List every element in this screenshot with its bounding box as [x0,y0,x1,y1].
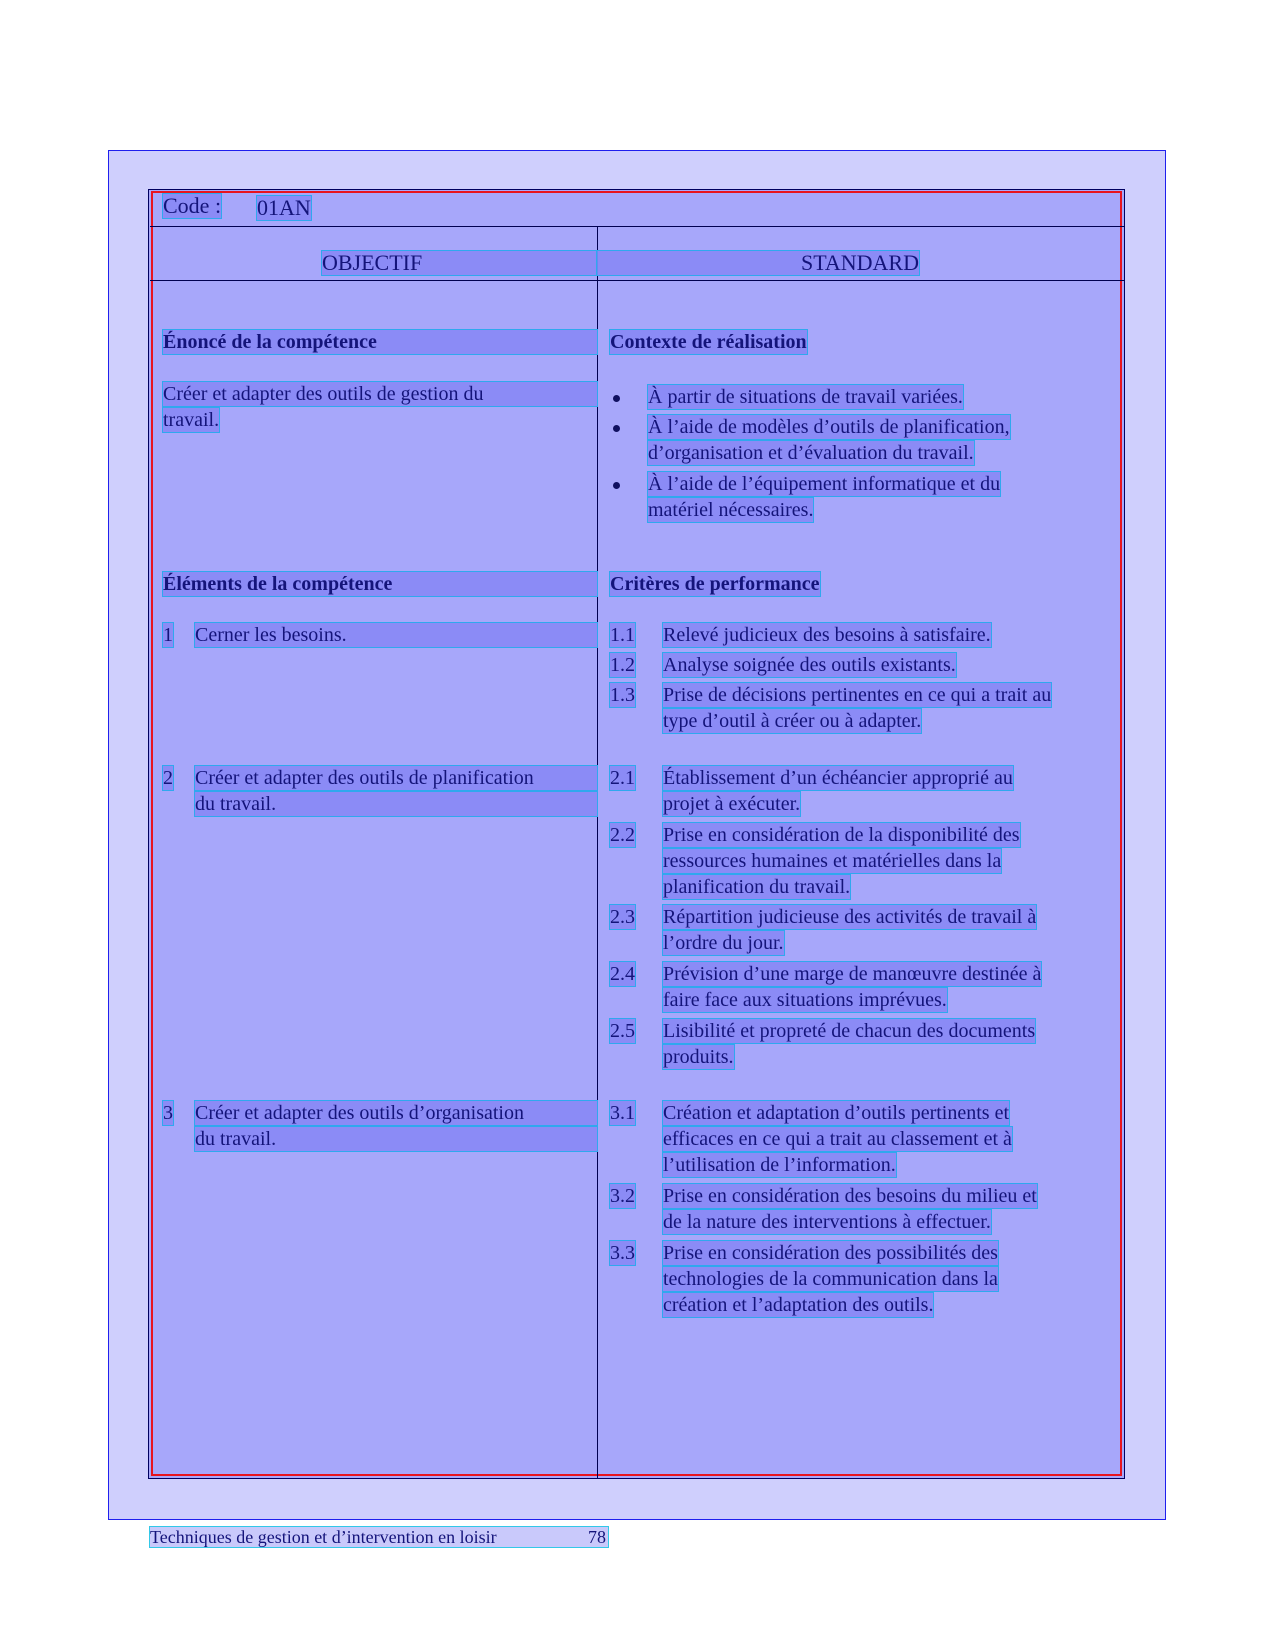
column-header-rule [150,280,1125,281]
element-line: Créer et adapter des outils de planification [195,766,597,790]
critere-line: création et l’adaptation des outils. [663,1294,934,1316]
contexte-line: À l’aide de modèles d’outils de planification, [648,416,1010,438]
element-line: du travail. [195,1127,597,1151]
critere-line: Prévision d’une marge de manœuvre destinée à [663,963,1042,985]
contexte-title: Contexte de réalisation [610,331,807,353]
element-number: 3 [163,1102,173,1124]
critere-number: 3.3 [610,1242,635,1264]
critere-number: 2.3 [610,906,635,928]
element-line: Cerner les besoins. [195,623,597,647]
critere-number: 2.2 [610,824,635,846]
critere-line: projet à exécuter. [663,793,801,815]
contexte-line: matériel nécessaires. [648,499,814,521]
column-header-standard: STANDARD [597,251,919,275]
critere-line: Lisibilité et propreté de chacun des documents [663,1020,1036,1042]
enonce-line: Créer et adapter des outils de gestion du [163,382,597,406]
critere-line: type d’outil à créer ou à adapter. [663,710,922,732]
element-line: Créer et adapter des outils d’organisation [195,1101,597,1125]
critere-line: Établissement d’un échéancier approprié au [663,767,1013,789]
critere-line: Répartition judicieuse des activités de travail à [663,906,1037,928]
critere-number: 1.1 [610,624,635,646]
critere-line: produits. [663,1046,734,1068]
code-value: 01AN [257,195,311,220]
bullet-icon [613,425,620,432]
bullet-icon [613,482,620,489]
critere-number: 2.4 [610,963,635,985]
critere-line: l’ordre du jour. [663,932,784,954]
element-line: du travail. [195,792,597,816]
contexte-line: À partir de situations de travail variées. [648,386,963,408]
element-number: 2 [163,767,173,789]
critere-line: faire face aux situations imprévues. [663,989,947,1011]
page-footer [150,1527,608,1547]
column-header-objectif: OBJECTIF [322,251,597,275]
critere-line: ressources humaines et matérielles dans la [663,850,1002,872]
header-rule [150,226,1125,227]
critere-line: Prise en considération de la disponibilité des [663,824,1020,846]
critere-line: planification du travail. [663,876,851,898]
elements-title: Éléments de la compétence [163,572,597,596]
critere-number: 1.2 [610,654,635,676]
code-label: Code : [163,193,222,218]
enonce-title: Énoncé de la compétence [163,330,597,354]
critere-line: Création et adaptation d’outils pertinents et [663,1102,1010,1124]
critere-line: efficaces en ce qui a trait au classement et à [663,1128,1012,1150]
critere-number: 3.2 [610,1185,635,1207]
critere-line: Prise en considération des besoins du milieu et [663,1185,1037,1207]
element-number: 1 [163,624,173,646]
critere-line: Analyse soignée des outils existants. [663,654,956,676]
footer-title: Techniques de gestion et d’intervention en loisir [150,1527,497,1547]
critere-number: 3.1 [610,1102,635,1124]
enonce-line: travail. [163,409,220,431]
criteres-title: Critères de performance [610,573,820,595]
critere-line: technologies de la communication dans la [663,1268,998,1290]
critere-line: Prise en considération des possibilités des [663,1242,998,1264]
critere-number: 2.1 [610,767,635,789]
critere-number: 2.5 [610,1020,635,1042]
contexte-line: d’organisation et d’évaluation du travail. [648,442,974,464]
critere-line: Relevé judicieux des besoins à satisfaire. [663,624,991,646]
critere-line: de la nature des interventions à effectuer. [663,1211,991,1233]
critere-number: 1.3 [610,684,635,706]
contexte-line: À l’aide de l’équipement informatique et du [648,473,1001,495]
critere-line: l’utilisation de l’information. [663,1154,896,1176]
column-divider [597,227,598,1478]
bullet-icon [613,395,620,402]
critere-line: Prise de décisions pertinentes en ce qui a trait au [663,684,1052,706]
page-number: 78 [588,1527,606,1547]
